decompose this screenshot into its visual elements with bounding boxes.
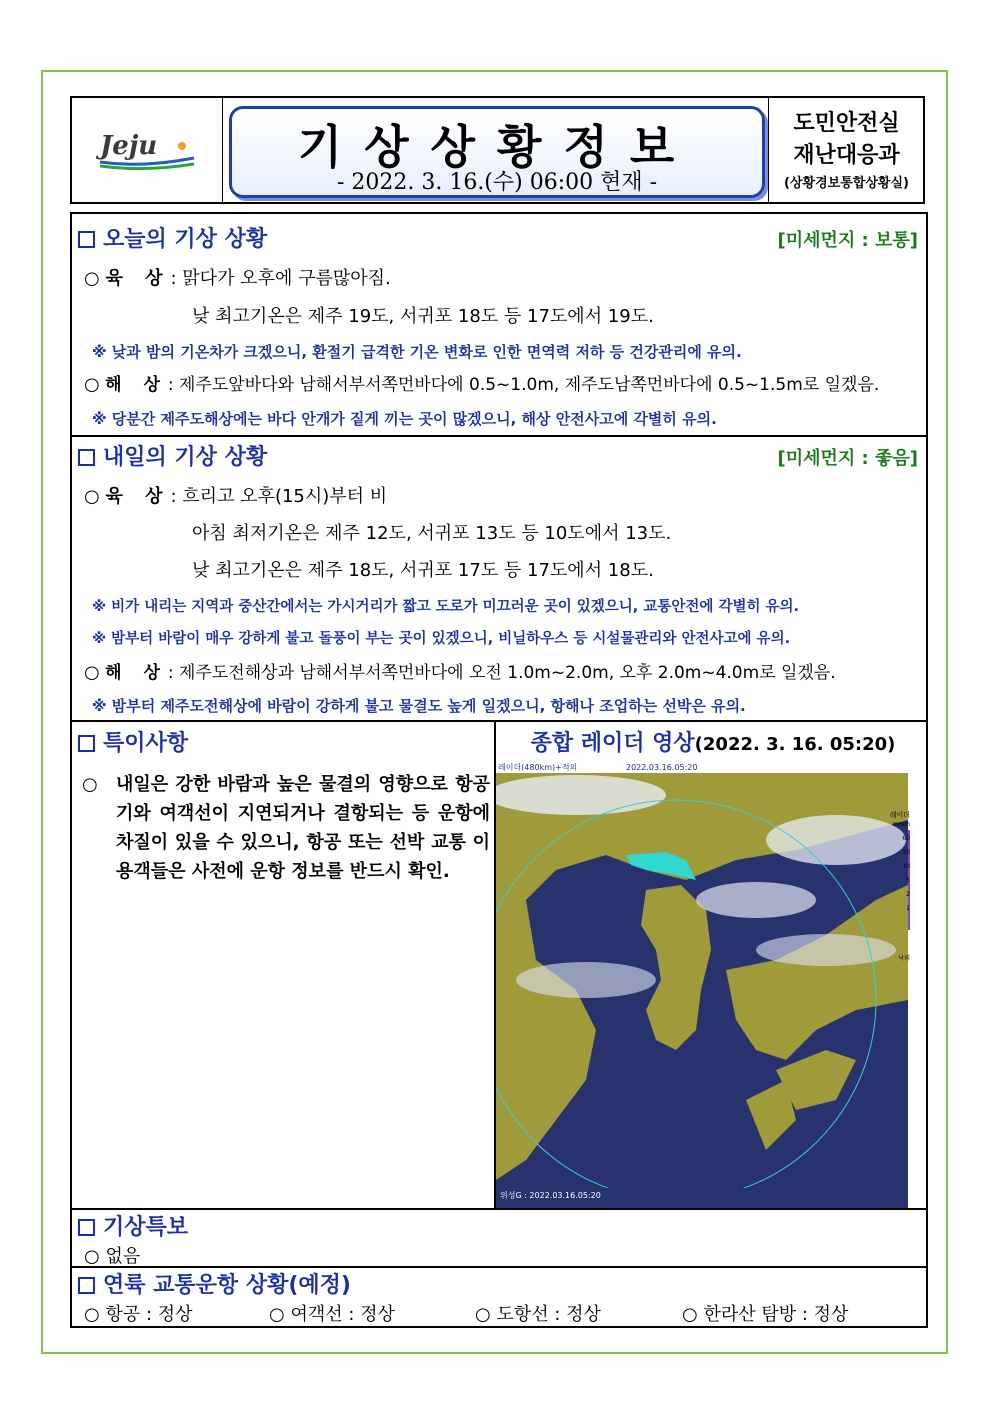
logo-cell bbox=[72, 98, 223, 202]
today-note-health: ※ 낮과 밤의 기온차가 크겠으니, 환절기 급격한 기온 변화로 인한 면역력 저하 등 건강관리에 유의. bbox=[92, 343, 742, 361]
today-land: ○ 육 상: 맑다가 오후에 구름많아짐. bbox=[84, 268, 391, 289]
radar-caption-top: 레이더(480km)+적외 bbox=[498, 763, 578, 772]
jeju-logo bbox=[94, 128, 200, 174]
radar-legend-unit: mm/h bbox=[892, 821, 910, 828]
radar-legend-value: 10 bbox=[902, 863, 910, 870]
radar-title: 종합 레이더 영상(2022. 3. 16. 05:20) bbox=[530, 731, 896, 756]
radar-legend-value: 5 bbox=[906, 877, 910, 884]
checkbox-icon bbox=[78, 231, 95, 248]
today-section-title: 오늘의 기상 상황 bbox=[78, 222, 267, 253]
today-land-temp: 낮 최고기온은 제주 19도, 서귀포 18도 등 17도에서 19도. bbox=[192, 306, 654, 327]
radar-caption-bottom: 위성G : 2022.03.16.05:20 bbox=[500, 1191, 601, 1200]
office-name: (상황경보통합상황실) bbox=[784, 176, 909, 191]
tomorrow-dust-level: [미세먼지 : 좋음] bbox=[777, 448, 918, 469]
report-header bbox=[70, 96, 925, 204]
transport-air: ○ 항공 : 정상 bbox=[84, 1304, 193, 1325]
warning-section-title: 기상특보 bbox=[78, 1210, 188, 1241]
tomorrow-section-title: 내일의 기상 상황 bbox=[78, 440, 267, 471]
department-name: 도민안전실 bbox=[793, 111, 900, 136]
radar-legend-lightning: 낙뢰 bbox=[898, 955, 910, 962]
warning-status: ○ 없음 bbox=[84, 1246, 141, 1267]
svg-text:Jeju: Jeju bbox=[100, 131, 158, 161]
transport-section-title: 연륙 교통운항 상황(예정) bbox=[78, 1268, 351, 1299]
checkbox-icon bbox=[78, 1219, 95, 1236]
circle-bullet-icon: ○ bbox=[84, 374, 100, 395]
transport-ferry: ○ 여객선 : 정상 bbox=[269, 1304, 395, 1325]
radar-legend-value: 30 bbox=[902, 849, 910, 856]
tomorrow-note-sea: ※ 밤부터 제주도전해상에 바람이 강하게 불고 물결도 높게 일겠으니, 항해나 조업하는 선박은 유의. bbox=[92, 697, 746, 715]
tomorrow-note-traffic: ※ 비가 내리는 지역과 중산간에서는 가시거리가 짧고 도로가 미끄러운 곳이 있겠으니, 교통안전에 각별히 유의. bbox=[92, 599, 800, 615]
tomorrow-land: ○ 육 상: 흐리고 오후(15시)부터 비 bbox=[84, 486, 388, 507]
tomorrow-sea: ○ 해 상: 제주도전해상과 남해서부서쪽먼바다에 오전 1.0m~2.0m, 오후 2.0m~4.0m로 일겠음. bbox=[84, 662, 836, 683]
circle-bullet-icon: ○ bbox=[84, 1304, 100, 1325]
report-body bbox=[70, 212, 928, 1328]
checkbox-icon bbox=[78, 1277, 95, 1294]
circle-bullet-icon: ○ bbox=[475, 1304, 491, 1325]
special-section-title: 특이사항 bbox=[78, 726, 188, 757]
radar-legend-value: 2 bbox=[906, 891, 910, 898]
circle-bullet-icon: ○ bbox=[84, 662, 100, 683]
today-note-fog: ※ 당분간 제주도해상에는 바다 안개가 짙게 끼는 곳이 많겠으니, 해상 안전사고에 각별히 유의. bbox=[92, 410, 717, 428]
tomorrow-land-max-temp: 낮 최고기온은 제주 18도, 서귀포 17도 등 17도에서 18도. bbox=[192, 560, 654, 581]
tomorrow-land-min-temp: 아침 최저기온은 제주 12도, 서귀포 13도 등 10도에서 13도. bbox=[192, 523, 672, 544]
report-datetime: - 2022. 3. 16.(수) 06:00 현재 - bbox=[336, 170, 658, 195]
department-cell bbox=[768, 98, 924, 202]
circle-bullet-icon: ○ bbox=[269, 1304, 285, 1325]
page-title: 기상상황정보 bbox=[297, 120, 697, 174]
transport-hallasan: ○ 한라산 탐방 : 정상 bbox=[682, 1304, 849, 1325]
checkbox-icon bbox=[78, 449, 95, 466]
title-box bbox=[229, 106, 765, 198]
transport-island-ferry: ○ 도항선 : 정상 bbox=[475, 1304, 601, 1325]
circle-bullet-icon: ○ bbox=[82, 774, 98, 795]
circle-bullet-icon: ○ bbox=[682, 1304, 698, 1325]
divider bbox=[72, 435, 926, 437]
radar-legend-value: 1 bbox=[906, 905, 910, 912]
divider bbox=[72, 1208, 926, 1210]
circle-bullet-icon: ○ bbox=[84, 486, 100, 507]
radar-image bbox=[496, 760, 910, 1208]
radar-caption-date: 2022.03.16.05:20 bbox=[626, 763, 698, 772]
divider bbox=[72, 720, 926, 722]
division-name: 재난대응과 bbox=[793, 143, 900, 168]
today-sea: ○ 해 상: 제주도앞바다와 남해서부서쪽먼바다에 0.5~1.0m, 제주도남쪽먼바다에 0.5~1.5m로 일겠음. bbox=[84, 374, 880, 395]
radar-legend-title: 레이더 bbox=[889, 811, 910, 819]
circle-bullet-icon: ○ bbox=[84, 1246, 100, 1267]
tomorrow-note-wind: ※ 밤부터 바람이 매우 강하게 불고 돌풍이 부는 곳이 있겠으니, 비닐하우스 등 시설물관리와 안전사고에 유의. bbox=[92, 631, 791, 647]
checkbox-icon bbox=[78, 735, 95, 752]
radar-legend-value: 60 bbox=[902, 835, 910, 842]
circle-bullet-icon: ○ bbox=[84, 268, 100, 289]
special-notice: ○ 내일은 강한 바람과 높은 물결의 영향으로 항공기와 여객선이 지연되거나 결항되는 등 운항에 차질이 있을 수 있으니, 항공 또는 선박 교통 이용객들은 사전에 운항 정보를 반드시 확인. bbox=[82, 770, 490, 886]
today-dust-level: [미세먼지 : 보통] bbox=[777, 230, 918, 251]
